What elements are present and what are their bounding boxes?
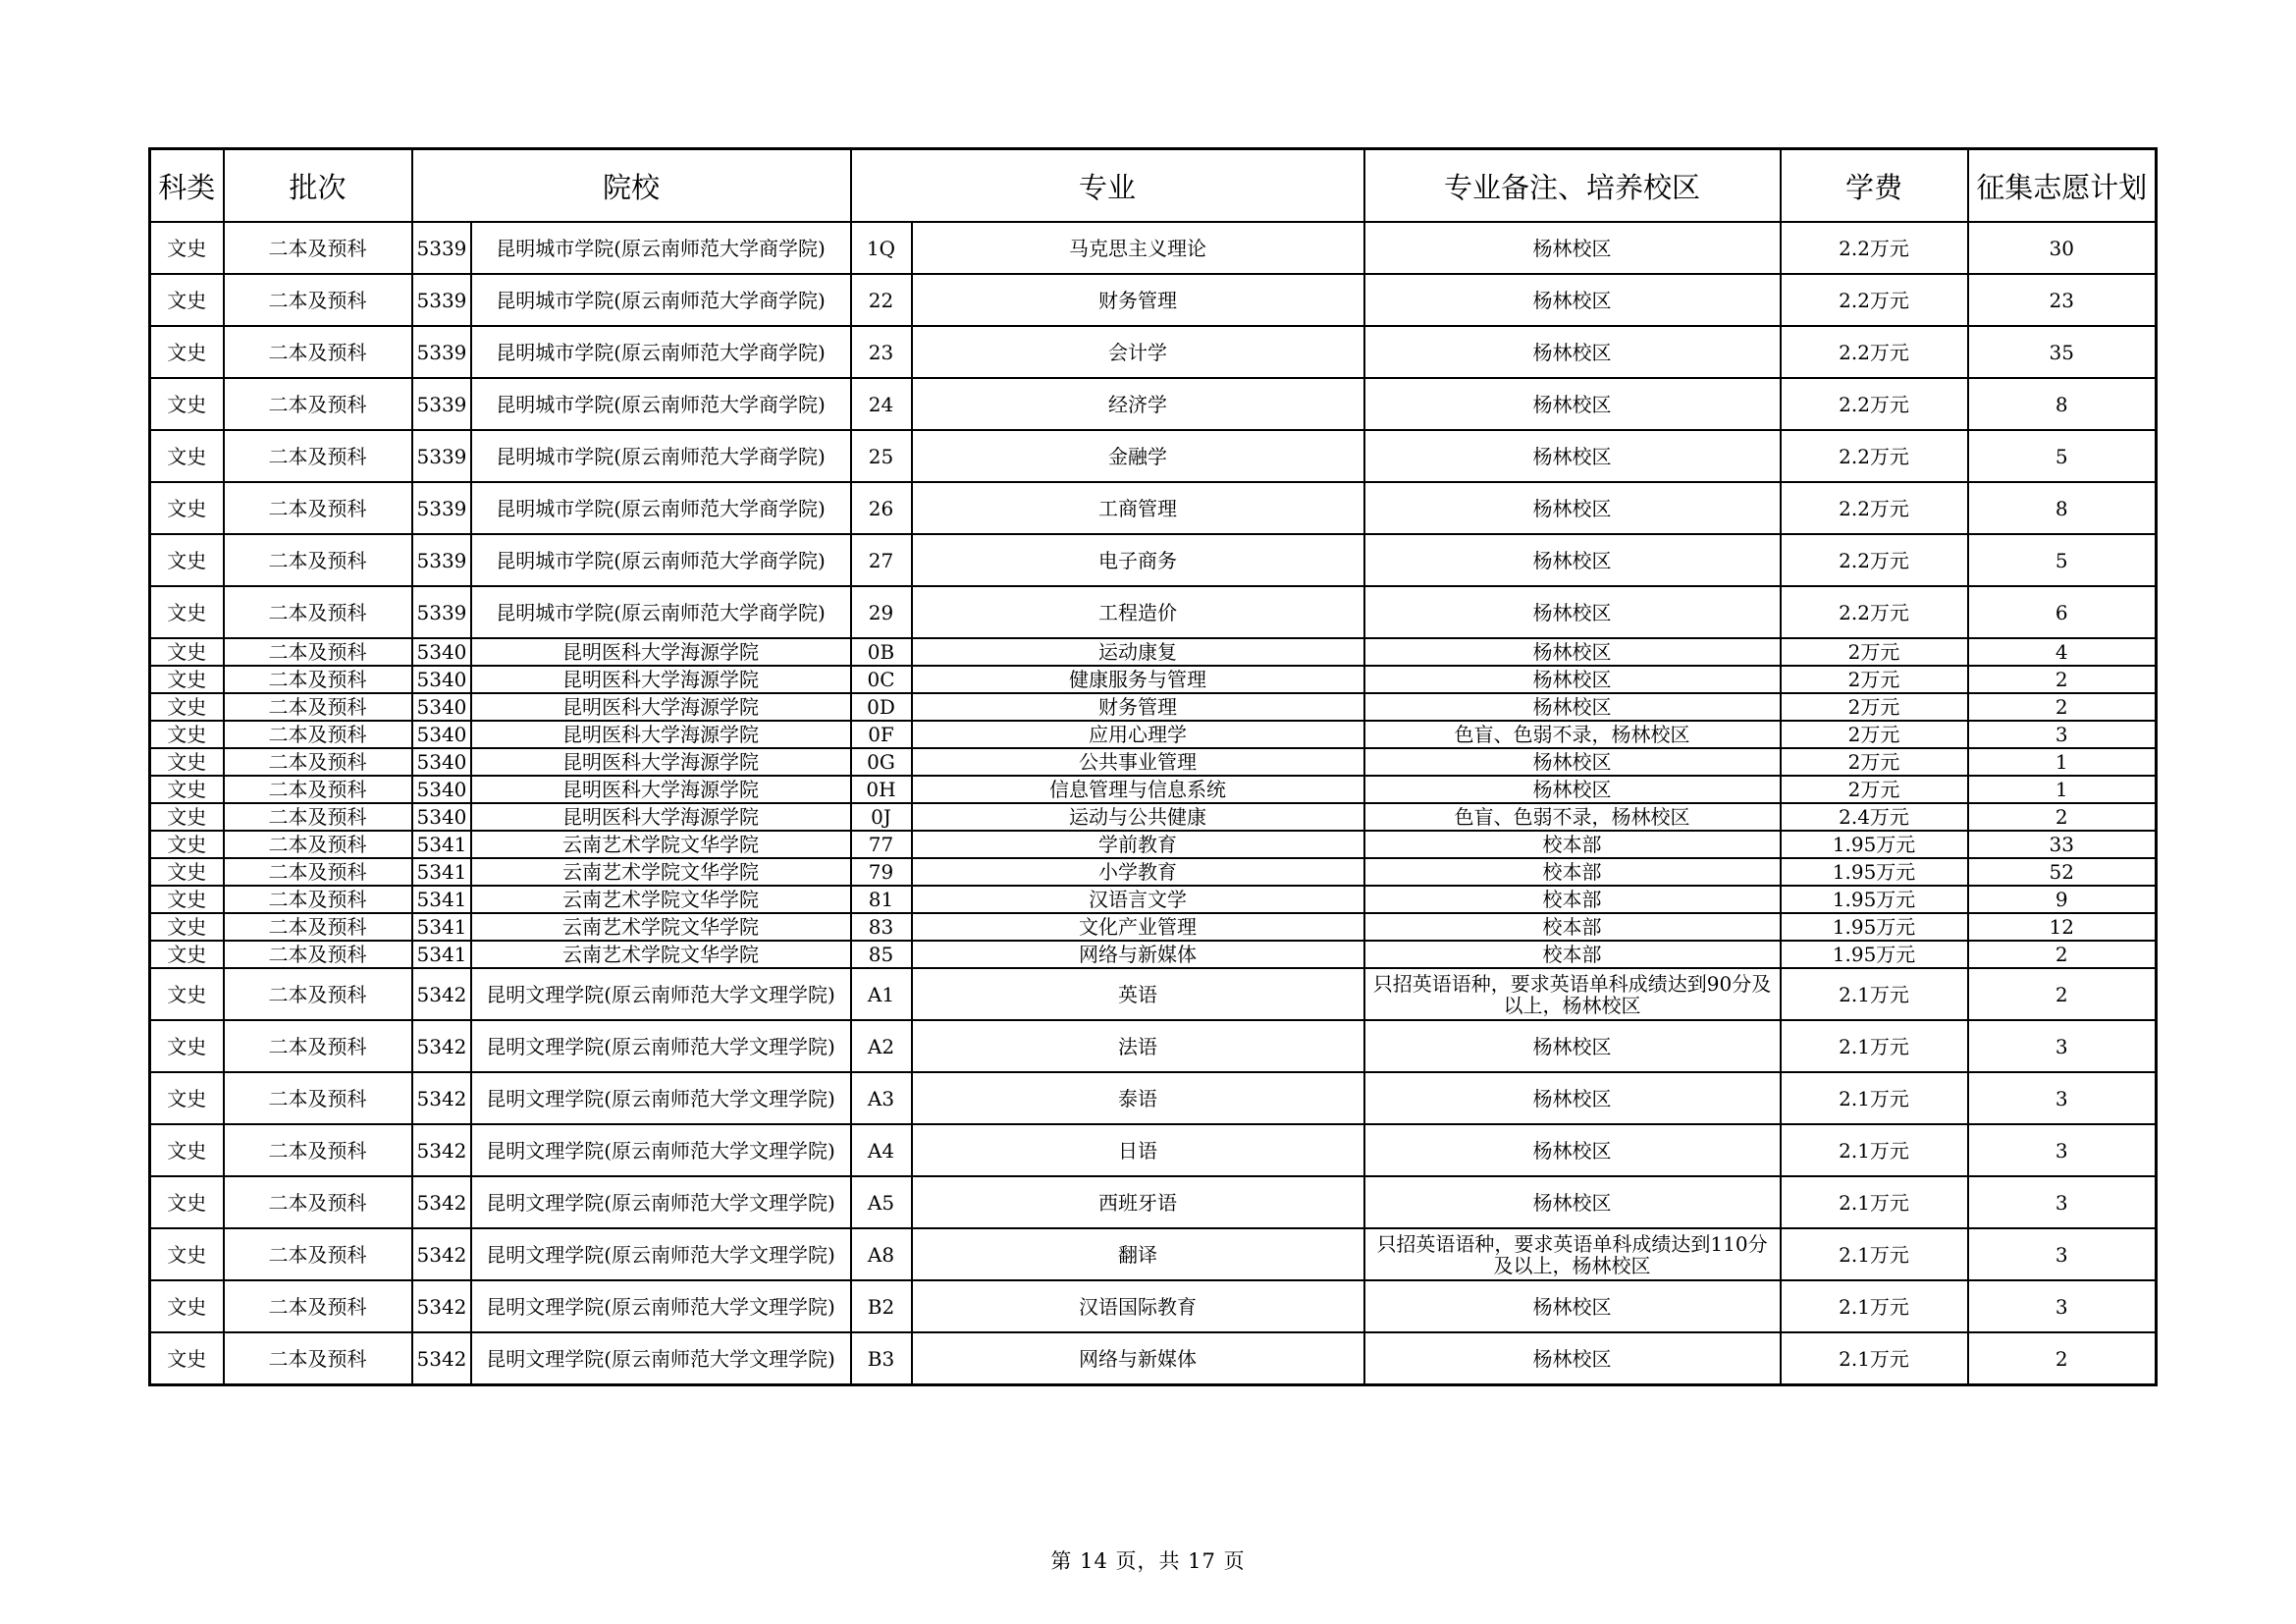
cell-note: 杨林校区 [1364,1280,1781,1332]
cell-tuition: 2.4万元 [1781,803,1968,831]
cell-tuition: 2.1万元 [1781,1228,1968,1280]
cell-school-code: 5339 [412,482,471,534]
cell-note: 校本部 [1364,913,1781,941]
cell-major-name: 工商管理 [912,482,1364,534]
cell-plan: 12 [1968,913,2157,941]
table-row [150,638,2157,666]
cell-category: 文史 [150,1228,224,1280]
cell-note: 杨林校区 [1364,1020,1781,1072]
cell-school-name: 云南艺术学院文华学院 [471,913,851,941]
cell-plan: 2 [1968,941,2157,968]
table-row [150,748,2157,776]
table-row [150,941,2157,968]
cell-note: 杨林校区 [1364,222,1781,274]
cell-major-name: 汉语言文学 [912,886,1364,913]
cell-major-name: 马克思主义理论 [912,222,1364,274]
cell-school-name: 昆明医科大学海源学院 [471,776,851,803]
cell-plan: 2 [1968,968,2157,1020]
table-row [150,326,2157,378]
cell-major-name: 文化产业管理 [912,913,1364,941]
cell-school-code: 5339 [412,326,471,378]
table-row [150,482,2157,534]
cell-tuition: 2.2万元 [1781,534,1968,586]
cell-major-code: 0B [851,638,912,666]
cell-major-code: B2 [851,1280,912,1332]
cell-note: 校本部 [1364,831,1781,858]
cell-plan: 8 [1968,482,2157,534]
cell-batch: 二本及预科 [224,913,412,941]
cell-major-code: A4 [851,1124,912,1176]
cell-tuition: 2万元 [1781,638,1968,666]
cell-batch: 二本及预科 [224,693,412,721]
cell-category: 文史 [150,1280,224,1332]
cell-school-name: 昆明城市学院(原云南师范大学商学院) [471,586,851,638]
table-row [150,721,2157,748]
cell-major-code: 83 [851,913,912,941]
cell-major-code: A1 [851,968,912,1020]
cell-batch: 二本及预科 [224,534,412,586]
cell-major-code: 1Q [851,222,912,274]
cell-school-name: 昆明医科大学海源学院 [471,666,851,693]
cell-major-name: 应用心理学 [912,721,1364,748]
cell-tuition: 1.95万元 [1781,858,1968,886]
cell-tuition: 2.2万元 [1781,482,1968,534]
cell-note: 校本部 [1364,941,1781,968]
cell-school-name: 昆明文理学院(原云南师范大学文理学院) [471,1020,851,1072]
table-row [150,274,2157,326]
cell-major-code: 81 [851,886,912,913]
cell-major-code: 0D [851,693,912,721]
cell-note: 杨林校区 [1364,1072,1781,1124]
table-row [150,378,2157,430]
cell-note: 杨林校区 [1364,748,1781,776]
cell-category: 文史 [150,721,224,748]
cell-school-name: 昆明城市学院(原云南师范大学商学院) [471,482,851,534]
cell-major-name: 运动与公共健康 [912,803,1364,831]
cell-tuition: 2.2万元 [1781,274,1968,326]
cell-batch: 二本及预科 [224,638,412,666]
cell-note: 杨林校区 [1364,482,1781,534]
cell-batch: 二本及预科 [224,1280,412,1332]
cell-category: 文史 [150,666,224,693]
header-school: 院校 [412,149,851,223]
table-row [150,430,2157,482]
cell-batch: 二本及预科 [224,858,412,886]
cell-major-name: 小学教育 [912,858,1364,886]
table-row [150,1072,2157,1124]
cell-plan: 2 [1968,803,2157,831]
header-row [150,149,2157,223]
cell-school-name: 云南艺术学院文华学院 [471,831,851,858]
cell-batch: 二本及预科 [224,430,412,482]
cell-note: 杨林校区 [1364,1124,1781,1176]
cell-major-code: 29 [851,586,912,638]
cell-batch: 二本及预科 [224,222,412,274]
cell-batch: 二本及预科 [224,1072,412,1124]
cell-major-code: 0J [851,803,912,831]
cell-school-code: 5342 [412,1020,471,1072]
cell-note: 杨林校区 [1364,534,1781,586]
cell-school-name: 昆明文理学院(原云南师范大学文理学院) [471,1124,851,1176]
cell-major-name: 金融学 [912,430,1364,482]
cell-batch: 二本及预科 [224,326,412,378]
cell-category: 文史 [150,1020,224,1072]
cell-tuition: 2.1万元 [1781,1124,1968,1176]
cell-tuition: 2万元 [1781,693,1968,721]
cell-note: 杨林校区 [1364,274,1781,326]
cell-major-code: 27 [851,534,912,586]
cell-major-code: 0H [851,776,912,803]
header-major: 专业 [851,149,1364,223]
cell-plan: 35 [1968,326,2157,378]
cell-batch: 二本及预科 [224,1020,412,1072]
cell-tuition: 2.2万元 [1781,586,1968,638]
cell-tuition: 1.95万元 [1781,941,1968,968]
cell-school-code: 5339 [412,274,471,326]
cell-category: 文史 [150,886,224,913]
cell-school-code: 5339 [412,586,471,638]
cell-school-name: 昆明文理学院(原云南师范大学文理学院) [471,1072,851,1124]
cell-category: 文史 [150,326,224,378]
cell-school-code: 5341 [412,913,471,941]
table-row [150,803,2157,831]
cell-plan: 2 [1968,693,2157,721]
cell-tuition: 2.1万元 [1781,1332,1968,1385]
cell-note: 校本部 [1364,858,1781,886]
cell-major-code: 0G [851,748,912,776]
cell-major-code: 79 [851,858,912,886]
table-row [150,666,2157,693]
cell-category: 文史 [150,831,224,858]
cell-category: 文史 [150,748,224,776]
table-row [150,913,2157,941]
cell-school-name: 昆明城市学院(原云南师范大学商学院) [471,534,851,586]
cell-school-name: 昆明城市学院(原云南师范大学商学院) [471,326,851,378]
cell-school-name: 昆明医科大学海源学院 [471,748,851,776]
cell-batch: 二本及预科 [224,803,412,831]
cell-note: 色盲、色弱不录，杨林校区 [1364,803,1781,831]
cell-school-code: 5339 [412,430,471,482]
cell-note: 只招英语语种，要求英语单科成绩达到110分及以上，杨林校区 [1364,1228,1781,1280]
cell-tuition: 2万元 [1781,776,1968,803]
cell-major-name: 运动康复 [912,638,1364,666]
cell-batch: 二本及预科 [224,1332,412,1385]
cell-school-code: 5342 [412,1176,471,1228]
cell-category: 文史 [150,913,224,941]
table-row [150,693,2157,721]
cell-school-code: 5340 [412,721,471,748]
table-row [150,1332,2157,1385]
cell-note: 杨林校区 [1364,586,1781,638]
cell-school-name: 昆明医科大学海源学院 [471,721,851,748]
cell-batch: 二本及预科 [224,482,412,534]
cell-plan: 3 [1968,1228,2157,1280]
cell-major-code: A2 [851,1020,912,1072]
cell-batch: 二本及预科 [224,378,412,430]
cell-tuition: 2万元 [1781,721,1968,748]
cell-category: 文史 [150,803,224,831]
cell-batch: 二本及预科 [224,721,412,748]
cell-batch: 二本及预科 [224,1124,412,1176]
cell-school-name: 昆明医科大学海源学院 [471,693,851,721]
cell-plan: 2 [1968,666,2157,693]
table-body [150,222,2157,1385]
cell-batch: 二本及预科 [224,941,412,968]
cell-major-name: 西班牙语 [912,1176,1364,1228]
cell-plan: 33 [1968,831,2157,858]
cell-plan: 5 [1968,534,2157,586]
cell-category: 文史 [150,1176,224,1228]
table-row [150,1280,2157,1332]
cell-plan: 3 [1968,1124,2157,1176]
cell-note: 杨林校区 [1364,378,1781,430]
cell-batch: 二本及预科 [224,886,412,913]
table-row [150,1176,2157,1228]
cell-category: 文史 [150,776,224,803]
header-plan: 征集志愿计划 [1968,149,2157,223]
cell-school-code: 5341 [412,831,471,858]
cell-major-name: 网络与新媒体 [912,941,1364,968]
admission-plan-table [148,147,2158,1386]
cell-tuition: 2万元 [1781,748,1968,776]
cell-major-code: A5 [851,1176,912,1228]
cell-plan: 5 [1968,430,2157,482]
cell-batch: 二本及预科 [224,748,412,776]
cell-tuition: 2.1万元 [1781,968,1968,1020]
table-row [150,222,2157,274]
cell-major-name: 英语 [912,968,1364,1020]
cell-plan: 1 [1968,748,2157,776]
cell-note: 杨林校区 [1364,693,1781,721]
cell-major-code: 26 [851,482,912,534]
cell-school-name: 昆明文理学院(原云南师范大学文理学院) [471,1228,851,1280]
page-number: 第 14 页，共 17 页 [1050,1549,1246,1573]
table-row [150,776,2157,803]
cell-tuition: 2.2万元 [1781,222,1968,274]
cell-plan: 3 [1968,1072,2157,1124]
cell-note: 杨林校区 [1364,1176,1781,1228]
header-note: 专业备注、培养校区 [1364,149,1781,223]
cell-plan: 3 [1968,721,2157,748]
cell-major-name: 会计学 [912,326,1364,378]
cell-note: 杨林校区 [1364,430,1781,482]
cell-tuition: 2.1万元 [1781,1176,1968,1228]
header-category: 科类 [150,149,224,223]
cell-major-code: 85 [851,941,912,968]
cell-tuition: 2.2万元 [1781,378,1968,430]
cell-major-code: 0F [851,721,912,748]
cell-plan: 9 [1968,886,2157,913]
cell-major-code: B3 [851,1332,912,1385]
cell-school-code: 5341 [412,941,471,968]
cell-major-name: 学前教育 [912,831,1364,858]
cell-batch: 二本及预科 [224,831,412,858]
table-row [150,886,2157,913]
table-row [150,1228,2157,1280]
cell-note: 杨林校区 [1364,666,1781,693]
cell-major-name: 翻译 [912,1228,1364,1280]
cell-school-code: 5342 [412,1332,471,1385]
cell-major-name: 法语 [912,1020,1364,1072]
cell-major-name: 财务管理 [912,693,1364,721]
cell-batch: 二本及预科 [224,666,412,693]
cell-major-code: A8 [851,1228,912,1280]
cell-school-name: 昆明城市学院(原云南师范大学商学院) [471,274,851,326]
cell-batch: 二本及预科 [224,1176,412,1228]
cell-school-name: 昆明文理学院(原云南师范大学文理学院) [471,1280,851,1332]
cell-major-code: 23 [851,326,912,378]
cell-school-code: 5342 [412,1280,471,1332]
cell-category: 文史 [150,430,224,482]
cell-major-name: 财务管理 [912,274,1364,326]
cell-major-name: 日语 [912,1124,1364,1176]
cell-school-name: 云南艺术学院文华学院 [471,941,851,968]
cell-plan: 30 [1968,222,2157,274]
cell-school-code: 5342 [412,1228,471,1280]
cell-batch: 二本及预科 [224,1228,412,1280]
cell-school-name: 昆明文理学院(原云南师范大学文理学院) [471,968,851,1020]
cell-major-code: 24 [851,378,912,430]
cell-school-code: 5341 [412,886,471,913]
cell-major-code: 0C [851,666,912,693]
cell-plan: 4 [1968,638,2157,666]
cell-category: 文史 [150,378,224,430]
cell-major-name: 网络与新媒体 [912,1332,1364,1385]
cell-school-name: 昆明城市学院(原云南师范大学商学院) [471,378,851,430]
cell-plan: 2 [1968,1332,2157,1385]
cell-category: 文史 [150,941,224,968]
cell-school-name: 云南艺术学院文华学院 [471,858,851,886]
cell-category: 文史 [150,1332,224,1385]
cell-note: 杨林校区 [1364,638,1781,666]
cell-batch: 二本及预科 [224,776,412,803]
cell-major-name: 信息管理与信息系统 [912,776,1364,803]
cell-major-name: 健康服务与管理 [912,666,1364,693]
cell-note: 杨林校区 [1364,326,1781,378]
cell-plan: 3 [1968,1176,2157,1228]
cell-school-name: 云南艺术学院文华学院 [471,886,851,913]
cell-tuition: 2.1万元 [1781,1020,1968,1072]
cell-plan: 6 [1968,586,2157,638]
cell-plan: 8 [1968,378,2157,430]
cell-school-code: 5340 [412,776,471,803]
cell-school-name: 昆明城市学院(原云南师范大学商学院) [471,430,851,482]
table-row [150,1124,2157,1176]
cell-batch: 二本及预科 [224,586,412,638]
cell-category: 文史 [150,693,224,721]
cell-category: 文史 [150,1072,224,1124]
cell-major-code: 25 [851,430,912,482]
cell-category: 文史 [150,858,224,886]
cell-note: 杨林校区 [1364,1332,1781,1385]
cell-plan: 23 [1968,274,2157,326]
header-tuition: 学费 [1781,149,1968,223]
cell-school-code: 5341 [412,858,471,886]
table-row [150,586,2157,638]
cell-category: 文史 [150,638,224,666]
cell-note: 只招英语语种，要求英语单科成绩达到90分及以上，杨林校区 [1364,968,1781,1020]
cell-school-name: 昆明文理学院(原云南师范大学文理学院) [471,1176,851,1228]
table-row [150,858,2157,886]
cell-note: 杨林校区 [1364,776,1781,803]
cell-school-code: 5340 [412,638,471,666]
cell-major-code: 77 [851,831,912,858]
cell-school-code: 5340 [412,803,471,831]
cell-batch: 二本及预科 [224,274,412,326]
cell-school-name: 昆明文理学院(原云南师范大学文理学院) [471,1332,851,1385]
cell-category: 文史 [150,482,224,534]
cell-major-name: 工程造价 [912,586,1364,638]
cell-tuition: 1.95万元 [1781,913,1968,941]
cell-tuition: 2万元 [1781,666,1968,693]
cell-school-code: 5342 [412,968,471,1020]
cell-tuition: 2.1万元 [1781,1072,1968,1124]
cell-tuition: 2.2万元 [1781,326,1968,378]
cell-school-code: 5339 [412,378,471,430]
cell-plan: 3 [1968,1020,2157,1072]
cell-school-code: 5342 [412,1072,471,1124]
cell-major-name: 电子商务 [912,534,1364,586]
cell-category: 文史 [150,274,224,326]
cell-school-name: 昆明城市学院(原云南师范大学商学院) [471,222,851,274]
cell-plan: 3 [1968,1280,2157,1332]
cell-major-code: A3 [851,1072,912,1124]
cell-plan: 1 [1968,776,2157,803]
cell-school-code: 5342 [412,1124,471,1176]
table-row [150,534,2157,586]
cell-major-name: 泰语 [912,1072,1364,1124]
cell-school-code: 5340 [412,748,471,776]
cell-category: 文史 [150,222,224,274]
cell-note: 色盲、色弱不录，杨林校区 [1364,721,1781,748]
cell-school-name: 昆明医科大学海源学院 [471,803,851,831]
cell-school-name: 昆明医科大学海源学院 [471,638,851,666]
cell-major-code: 22 [851,274,912,326]
cell-tuition: 1.95万元 [1781,886,1968,913]
cell-batch: 二本及预科 [224,968,412,1020]
cell-major-name: 经济学 [912,378,1364,430]
cell-plan: 52 [1968,858,2157,886]
cell-school-code: 5340 [412,693,471,721]
cell-major-name: 汉语国际教育 [912,1280,1364,1332]
cell-category: 文史 [150,1124,224,1176]
table-row [150,1020,2157,1072]
table-row [150,831,2157,858]
cell-category: 文史 [150,534,224,586]
cell-tuition: 2.2万元 [1781,430,1968,482]
cell-school-code: 5339 [412,534,471,586]
cell-school-code: 5339 [412,222,471,274]
cell-school-code: 5340 [412,666,471,693]
cell-tuition: 1.95万元 [1781,831,1968,858]
table-row [150,968,2157,1020]
header-batch: 批次 [224,149,412,223]
cell-major-name: 公共事业管理 [912,748,1364,776]
cell-category: 文史 [150,586,224,638]
cell-tuition: 2.1万元 [1781,1280,1968,1332]
cell-category: 文史 [150,968,224,1020]
cell-note: 校本部 [1364,886,1781,913]
